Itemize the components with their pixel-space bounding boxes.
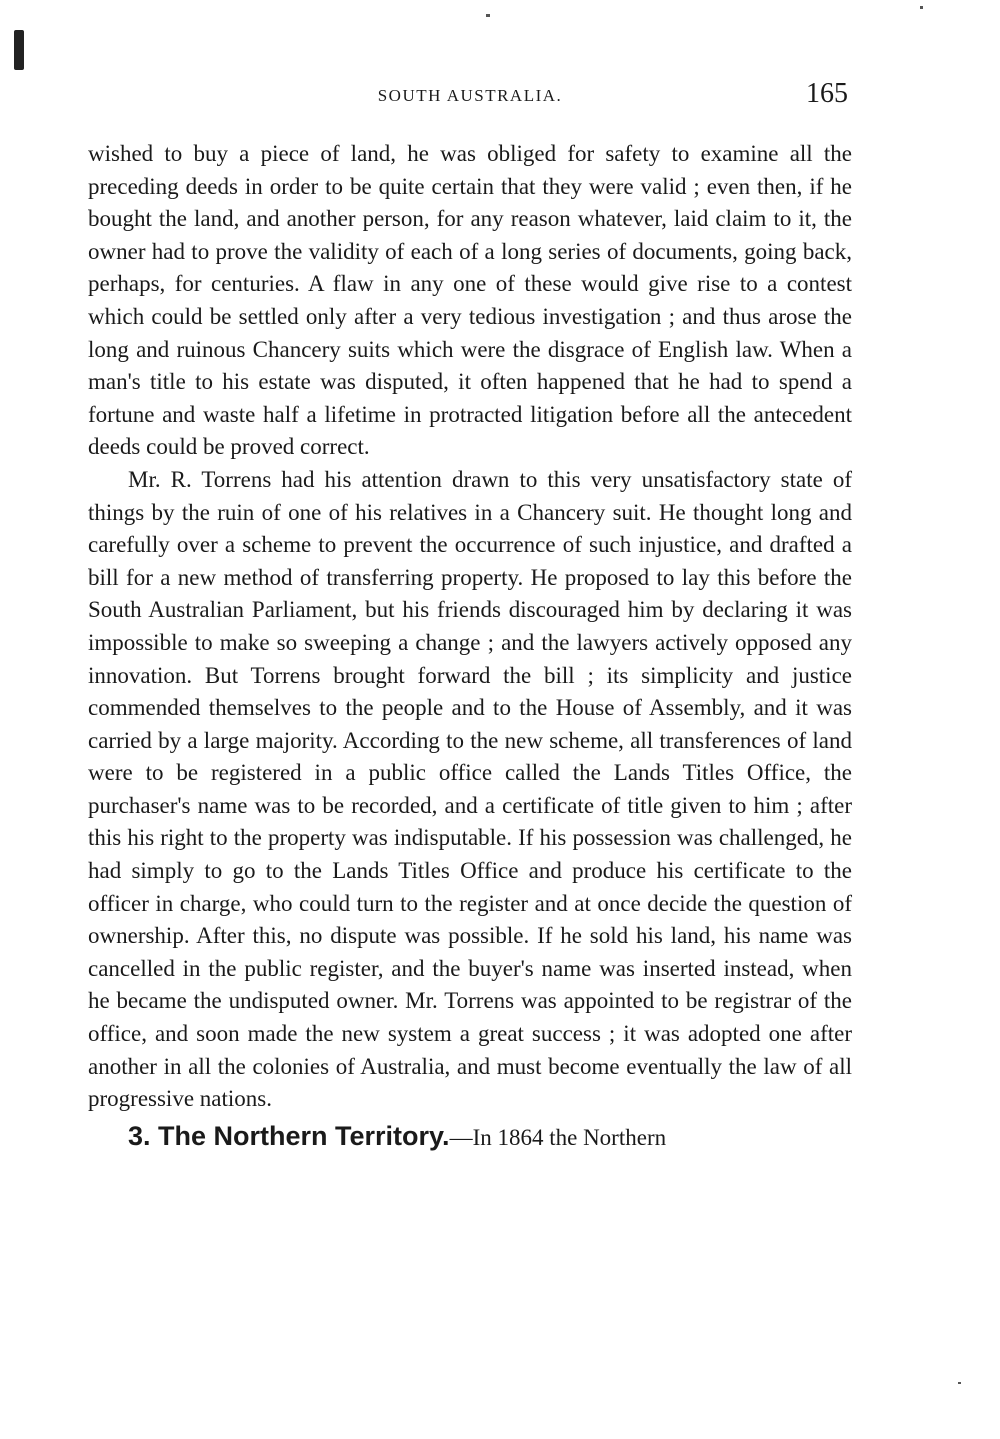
section-heading: 3. The Northern Territory.: [128, 1120, 450, 1151]
section-text: —In 1864 the Northern: [449, 1124, 667, 1150]
section-paragraph: [88, 1120, 852, 1155]
paragraph: wished to buy a piece of land, he was obliged for safety to examine all the preceding deeds in order to be quite certain that they were valid ; even then, if he bought the land, and another person, for any reason whatever, laid claim to it, the owner had to prove the validity of each of a long series of documents, going back, perhaps, for centuries. A flaw in any one of these would give rise to a contest which could be settled only after a very tedious investigation ; and thus arose the long and ruinous Chancery suits which were the disgrace of English law. When a man's title to his estate was disputed, it often happened that he had to spend a fortune and waste half a lifetime in protracted litigation before all the antecedent deeds could be proved correct.: [88, 141, 852, 460]
paragraph: Mr. R. Torrens had his attention drawn to this very unsatisfactory state of things by the ruin of one of his relatives in a Chancery suit. He thought long and carefully over a scheme to prevent the occurrence of such injustice, and drafted a bill for a new method of transferring property. He proposed to lay this before the South Australian Parliament, but his friends discouraged him by declaring it was impossible to make so sweeping a change ; and the lawyers actively opposed any innovation. But Torrens brought forward the bill ; its simplicity and justice commended themselves to the people and to the House of Assembly, and it was carried by a large majority. According to the new scheme, all transferences of land were to be registered in a public office called the Lands Titles Office, the purchaser's name was to be recorded, and a certificate of title given to him ; after this his right to the property was indisputable. If his possession was challenged, he had simply to go to the Lands Titles Office and produce his certificate to the officer in charge, who could turn to the register and at once decide the question of ownership. After this, no dispute was possible. If he sold his land, his name was cancelled in the public register, and the buyer's name was inserted instead, when he became the undisputed owner. Mr. Torrens was appointed to be registrar of the office, and soon made the new system a great success ; it was adopted one after another in all the colonies of Australia, and must become eventually the law of all progressive nations.: [88, 466, 852, 1112]
body-text: [88, 138, 852, 1154]
page-number: 165: [806, 78, 848, 109]
ink-speck: [920, 6, 923, 9]
ink-speck: [486, 14, 490, 17]
binding-mark: [14, 30, 24, 70]
running-head: SOUTH AUSTRALIA.: [377, 86, 563, 105]
ink-speck: [958, 1382, 961, 1384]
page-header: [88, 78, 852, 114]
